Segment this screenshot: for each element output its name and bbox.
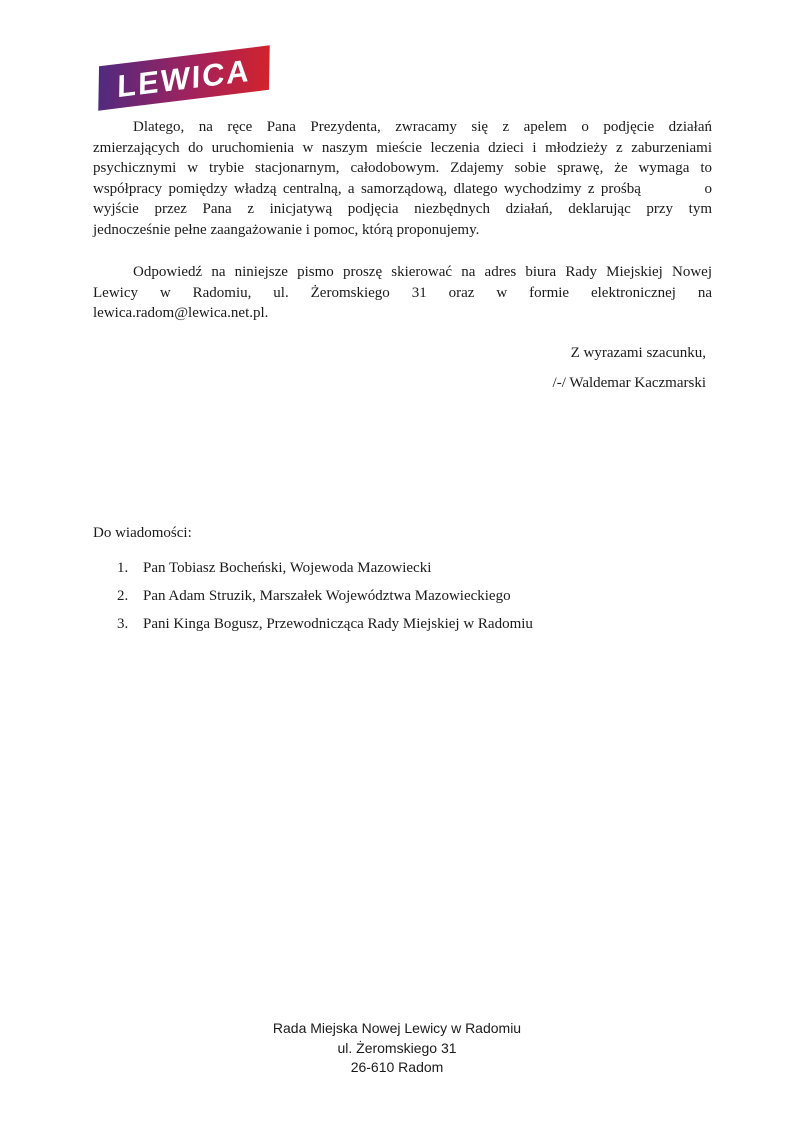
- text-line: Odpowiedź na niniejsze pismo proszę skierować na adres biura Rady Miejskiej Nowej: [133, 264, 712, 280]
- paragraph-appeal: [93, 117, 712, 241]
- closing-phrase: Z wyrazami szacunku,: [570, 345, 706, 361]
- text-line: Dlatego, na ręce Pana Prezydenta, zwracamy się z apelem o podjęcie działań: [133, 119, 712, 135]
- cc-item-text: Pan Adam Struzik, Marszałek Województwa Mazowieckiego: [143, 588, 511, 605]
- cc-list-item: [93, 558, 712, 579]
- text-line: współpracy pomiędzy władzą centralną, a samorządową, dlatego wychodzimy z prośbą o: [93, 180, 712, 197]
- footer-postal-city: 26-610 Radom: [350, 1059, 444, 1075]
- text-line: zmierzających do uruchomienia w naszym mieście leczenia dzieci i młodzieży z zaburzeniami: [93, 139, 712, 156]
- cc-list-item: [93, 614, 712, 635]
- paragraph-reply-address: [93, 262, 712, 324]
- text-line: jednocześnie pełne zaangażowanie i pomoc, którą proponujemy.: [93, 221, 480, 238]
- cc-heading: Do wiadomości:: [93, 525, 192, 541]
- cc-item-number: 2.: [117, 588, 129, 605]
- text-line: Lewicy w Radomiu, ul. Żeromskiego 31 oraz w formie elektronicznej na: [93, 284, 712, 301]
- cc-item-number: 1.: [117, 560, 129, 576]
- text-line: wyjście przez Pana z inicjatywą podjęcia niezbędnych działań, deklarując przy tym: [93, 201, 712, 218]
- signature-block: [553, 343, 706, 393]
- text-line: psychicznymi w trybie stacjonarnym, całodobowym. Zdajemy sobie sprawę, że wymaga to: [93, 160, 712, 177]
- text-line: lewica.radom@lewica.net.pl.: [93, 305, 269, 322]
- cc-item-text: Pan Tobiasz Bocheński, Wojewoda Mazowiecki: [143, 560, 432, 576]
- cc-list-item: [93, 586, 712, 607]
- cc-item-text: Pani Kinga Bogusz, Przewodnicząca Rady Miejskiej w Radomiu: [143, 616, 533, 633]
- footer-address: [0, 1019, 794, 1078]
- lewica-logo: [98, 45, 269, 110]
- lewica-logo-text: LEWICA: [117, 52, 251, 104]
- footer-organization: Rada Miejska Nowej Lewicy w Radomiu: [272, 1020, 522, 1036]
- cc-item-number: 3.: [117, 616, 129, 633]
- cc-list: [93, 558, 712, 642]
- footer-street: ul. Żeromskiego 31: [337, 1039, 457, 1056]
- signer-name: /-/ Waldemar Kaczmarski: [552, 374, 706, 391]
